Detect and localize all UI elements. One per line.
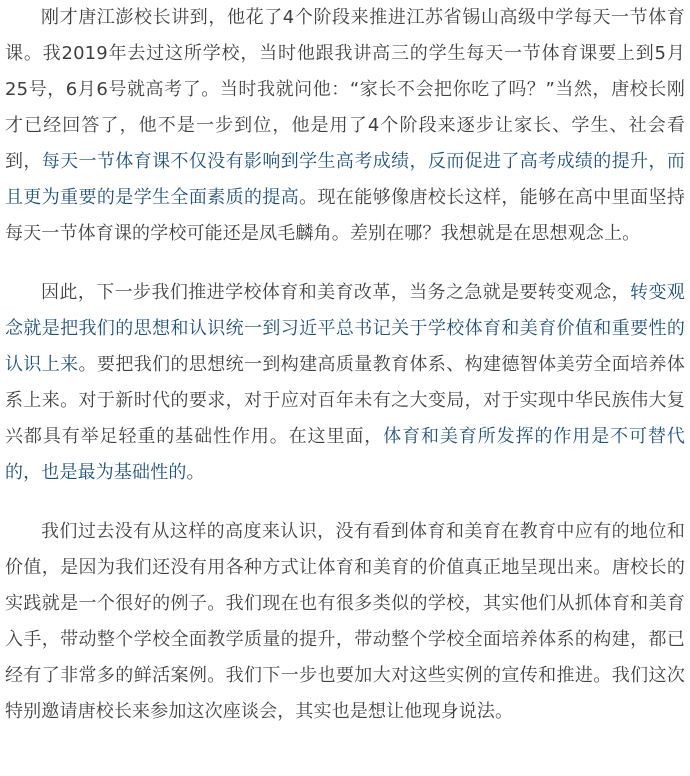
paragraph-1-highlight-1: 每天一节体育课不仅没有影响到学生高考成绩，反而促进了高考成绩的提升，而且更为重要的是学生全面素质的提高 [5,151,685,208]
paragraph-3-text-1: 我们过去没有从这样的高度来认识，没有看到体育和美育在教育中应有的地位和价值，是因为我们还没有用各种方式让体育和美育的价值真正地呈现出来。唐校长的实践就是一个很好的例子。我们现在也有很多类似的学校，其实他们从抓体育和美育入手，带动整个学校全面教学质量的提升，带动整个学校全面培养体系的构建，都已经有了非常多的鲜活案例。我们下一步也要加大对这些实例的宣传和推进。我们这次特别邀请唐校长来参加这次座谈会，其实也是想让他现身说法。 [5,521,685,722]
paragraph-1 [5,0,685,252]
paragraph-2-highlight-1: 转变观念就是把我们的思想和认识统一到习近平总书记关于学校体育和美育价值和重要性的认识上来 [5,282,685,375]
article-body [5,0,685,730]
paragraph-2 [5,275,685,491]
paragraph-2-text-1: 因此，下一步我们推进学校体育和美育改革，当务之急就是要转变观念， [41,282,631,303]
paragraph-1-text-2: 。现在能够像唐校长这样，能够在高中里面坚持每天一节体育课的学校可能还是凤毛麟角。差别在哪？我想就是在思想观念上。 [5,187,685,244]
paragraph-3 [5,514,685,730]
paragraph-2-text-3: 。 [186,462,205,483]
paragraph-2-highlight-2: 体育和美育所发挥的作用是不可替代的，也是最为基础性的 [5,426,685,483]
paragraph-1-text-1: 刚才唐江澎校长讲到，他花了4个阶段来推进江苏省锡山高级中学每天一节体育课。我2019年去过这所学校，当时他跟我讲高三的学生每天一节体育课要上到5月25号，6月6号就高考了。当时我就问他：“家长不会把你吃了吗？”当然，唐校长刚才已经回答了，他不是一步到位，他是用了4个阶段来逐步让家长、学生、社会看到， [5,7,685,172]
paragraph-2-text-2: 。要把我们的思想统一到构建高质量教育体系、构建德智体美劳全面培养体系上来。对于新时代的要求，对于应对百年未有之大变局，对于实现中华民族伟大复兴都具有举足轻重的基础性作用。在这里面， [5,354,685,447]
